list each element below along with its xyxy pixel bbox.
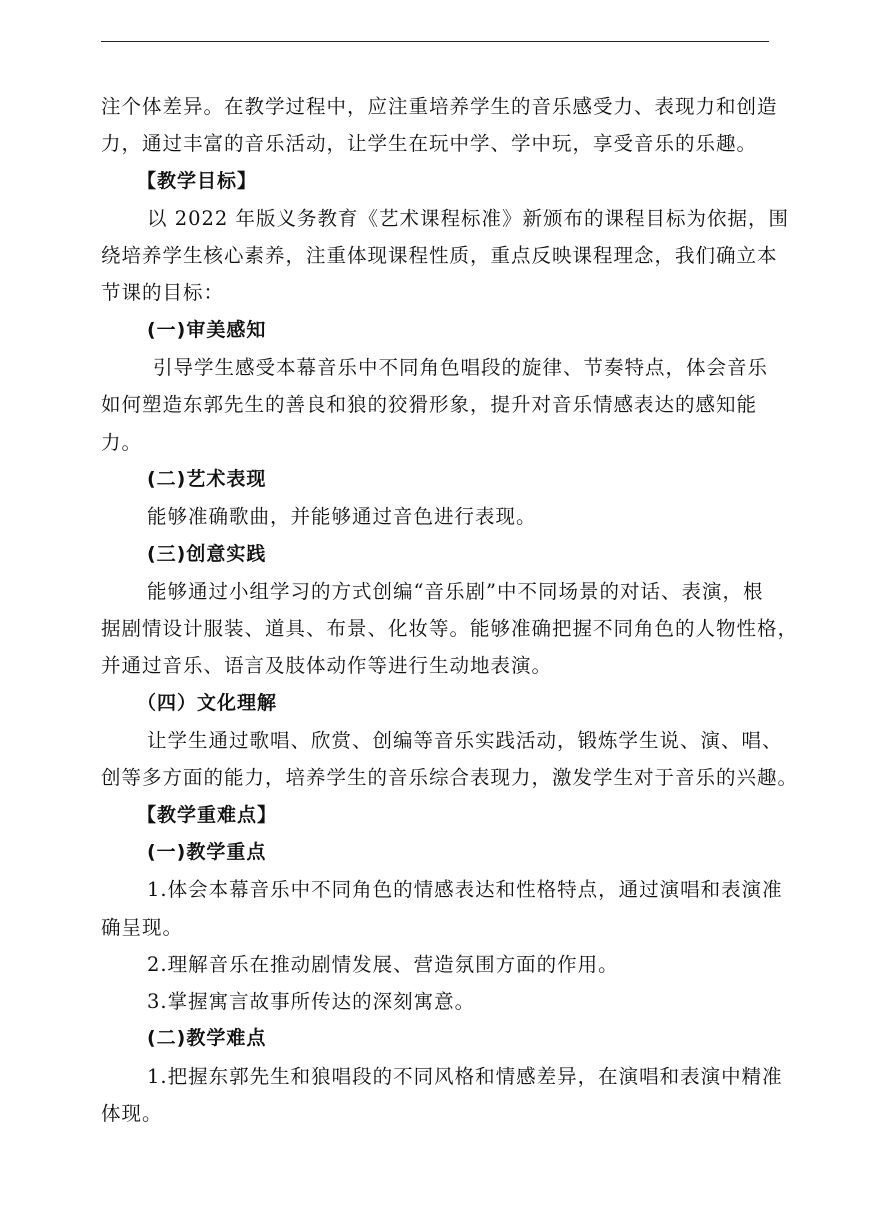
paragraph-line: 能够准确歌曲，并能够通过音色进行表现。 [147,505,537,529]
paragraph-line: 并通过音乐、语言及肢体动作等进行生动地表演。 [101,654,553,678]
paragraph-line: 据剧情设计服装、道具、布景、化妆等。能够准确把握不同角色的人物性格， [101,617,799,641]
paragraph-line: 引导学生感受本幕音乐中不同角色唱段的旋律、节奏特点，体会音乐 [153,356,769,380]
paragraph-line: 力。 [101,430,143,454]
paragraph-line: 能够通过小组学习的方式创编“音乐剧”中不同场景的对话、表演，根 [147,579,764,603]
section-heading: (一)教学重点 [147,840,267,863]
paragraph-line: 1.体会本幕音乐中不同角色的情感表达和性格特点，通过演唱和表演准 [147,878,783,902]
paragraph-line: 以 2022 年版义务教育《艺术课程标准》新颁布的课程目标为依据，围 [147,206,790,230]
paragraph-line: 2.理解音乐在推动剧情发展、营造氛围方面的作用。 [147,952,619,976]
section-heading: 【教学重难点】 [137,803,278,826]
paragraph-line: 确呈现。 [101,915,184,939]
section-heading: (一)审美感知 [147,318,267,341]
paragraph-line: 力，通过丰富的音乐活动，让学生在玩中学、学中玩，享受音乐的乐趣。 [101,132,758,156]
section-heading: 【教学目标】 [137,169,258,192]
paragraph-line: 让学生通过歌唱、欣赏、创编等音乐实践活动，锻炼学生说、演、唱、 [147,729,783,753]
header-rule [101,41,769,42]
paragraph-line: 节课的目标： [101,281,225,305]
paragraph-line: 3.掌握寓言故事所传达的深刻寓意。 [147,990,476,1014]
paragraph-line: 1.把握东郭先生和狼唱段的不同风格和情感差异，在演唱和表演中精准 [147,1064,783,1088]
section-heading: (三)创意实践 [147,542,267,565]
section-heading: (二)教学难点 [147,1027,267,1050]
section-heading: (二)艺术表现 [147,467,267,490]
document-body [101,88,799,1132]
paragraph-line: 如何塑造东郭先生的善良和狼的狡猾形象，提升对音乐情感表达的感知能 [101,393,758,417]
paragraph-line: 注个体差异。在教学过程中，应注重培养学生的音乐感受力、表现力和创造 [101,95,778,118]
paragraph-line: 创等多方面的能力，培养学生的音乐综合表现力，激发学生对于音乐的兴趣。 [101,766,799,790]
section-heading: （四）文化理解 [137,691,278,714]
paragraph-line: 绕培养学生核心素养，注重体现课程性质，重点反映课程理念，我们确立本 [101,244,778,268]
paragraph-line: 体现。 [101,1102,163,1126]
